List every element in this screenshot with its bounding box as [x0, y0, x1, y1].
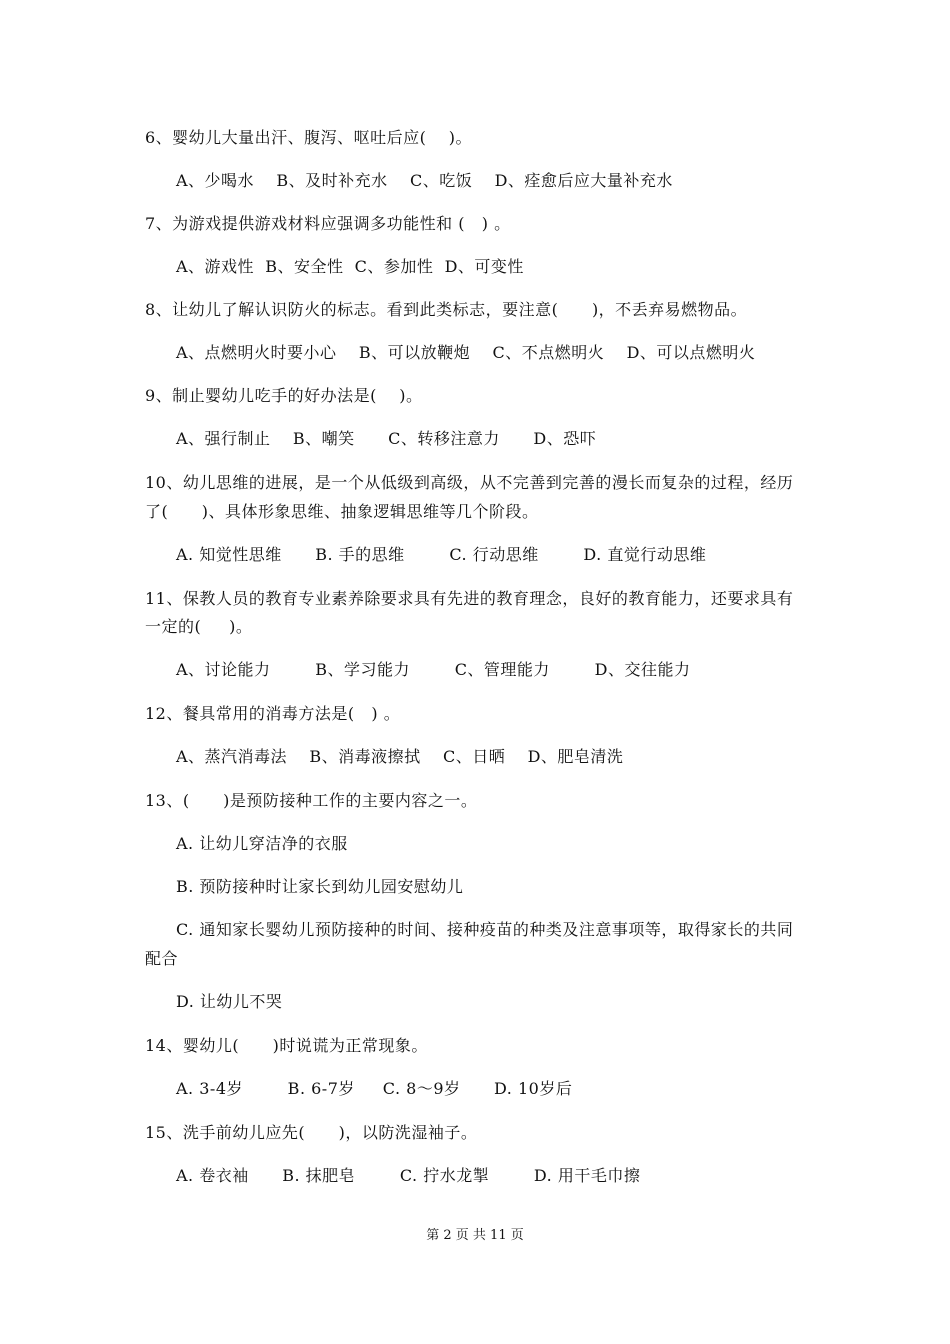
question-7-text: 7、为游戏提供游戏材料应强调多功能性和 ( ) 。 — [145, 214, 511, 233]
question-6-text: 6、婴幼儿大量出汗、腹泻、呕吐后应( )。 — [145, 128, 473, 147]
question-15-text: 15、洗手前幼儿应先( )，以防洗湿袖子。 — [145, 1123, 478, 1142]
question-13-text: 13、( )是预防接种工作的主要内容之一。 — [145, 791, 478, 810]
question-9-text: 9、制止婴幼儿吃手的好办法是( )。 — [145, 386, 423, 405]
question-11-text-line-2: 一定的( )。 — [145, 617, 253, 636]
question-13-option-a: A. 让幼儿穿洁净的衣服 — [176, 834, 348, 853]
page-number: 第 2 页 共 11 页 — [426, 1228, 524, 1243]
question-11-options: A、讨论能力 B、学习能力 C、管理能力 D、交往能力 — [176, 660, 691, 679]
question-13-option-b: B. 预防接种时让家长到幼儿园安慰幼儿 — [176, 877, 464, 896]
question-10-text-line-1: 10、幼儿思维的进展，是一个从低级到高级，从不完善到完善的漫长而复杂的过程，经历 — [145, 473, 794, 492]
question-7-options: A、游戏性 B、安全性 C、参加性 D、可变性 — [176, 257, 524, 276]
question-13-option-d: D. 让幼儿不哭 — [176, 992, 283, 1011]
question-14-text: 14、婴幼儿( )时说谎为正常现象。 — [145, 1036, 428, 1055]
question-15-options: A. 卷衣袖 B. 抹肥皂 C. 拧水龙掣 D. 用干毛巾擦 — [176, 1166, 641, 1185]
question-12-text: 12、餐具常用的消毒方法是( ) 。 — [145, 704, 401, 723]
question-10-text-line-2: 了( )、具体形象思维、抽象逻辑思维等几个阶段。 — [145, 502, 539, 521]
question-8-text: 8、让幼儿了解认识防火的标志。看到此类标志，要注意( )，不丢弃易燃物品。 — [145, 300, 748, 319]
question-12-options: A、蒸汽消毒法 B、消毒液擦拭 C、日晒 D、肥皂清洗 — [176, 747, 624, 766]
question-10-options: A. 知觉性思维 B. 手的思维 C. 行动思维 D. 直觉行动思维 — [176, 545, 707, 564]
question-14-options: A. 3-4岁 B. 6-7岁 C. 8～9岁 D. 10岁后 — [176, 1079, 573, 1098]
question-9-options: A、强行制止 B、嘲笑 C、转移注意力 D、恐吓 — [176, 429, 597, 448]
question-13-option-c: C. 通知家长婴幼儿预防接种的时间、接种疫苗的种类及注意事项等，取得家长的共同 — [176, 920, 794, 939]
question-8-options: A、点燃明火时要小心 B、可以放鞭炮 C、不点燃明火 D、可以点燃明火 — [176, 343, 756, 362]
question-13-option-c-continuation: 配合 — [145, 949, 179, 968]
question-11-text-line-1: 11、保教人员的教育专业素养除要求具有先进的教育理念，良好的教育能力，还要求具有 — [145, 589, 794, 608]
question-6-options: A、少喝水 B、及时补充水 C、吃饭 D、痊愈后应大量补充水 — [176, 171, 673, 190]
